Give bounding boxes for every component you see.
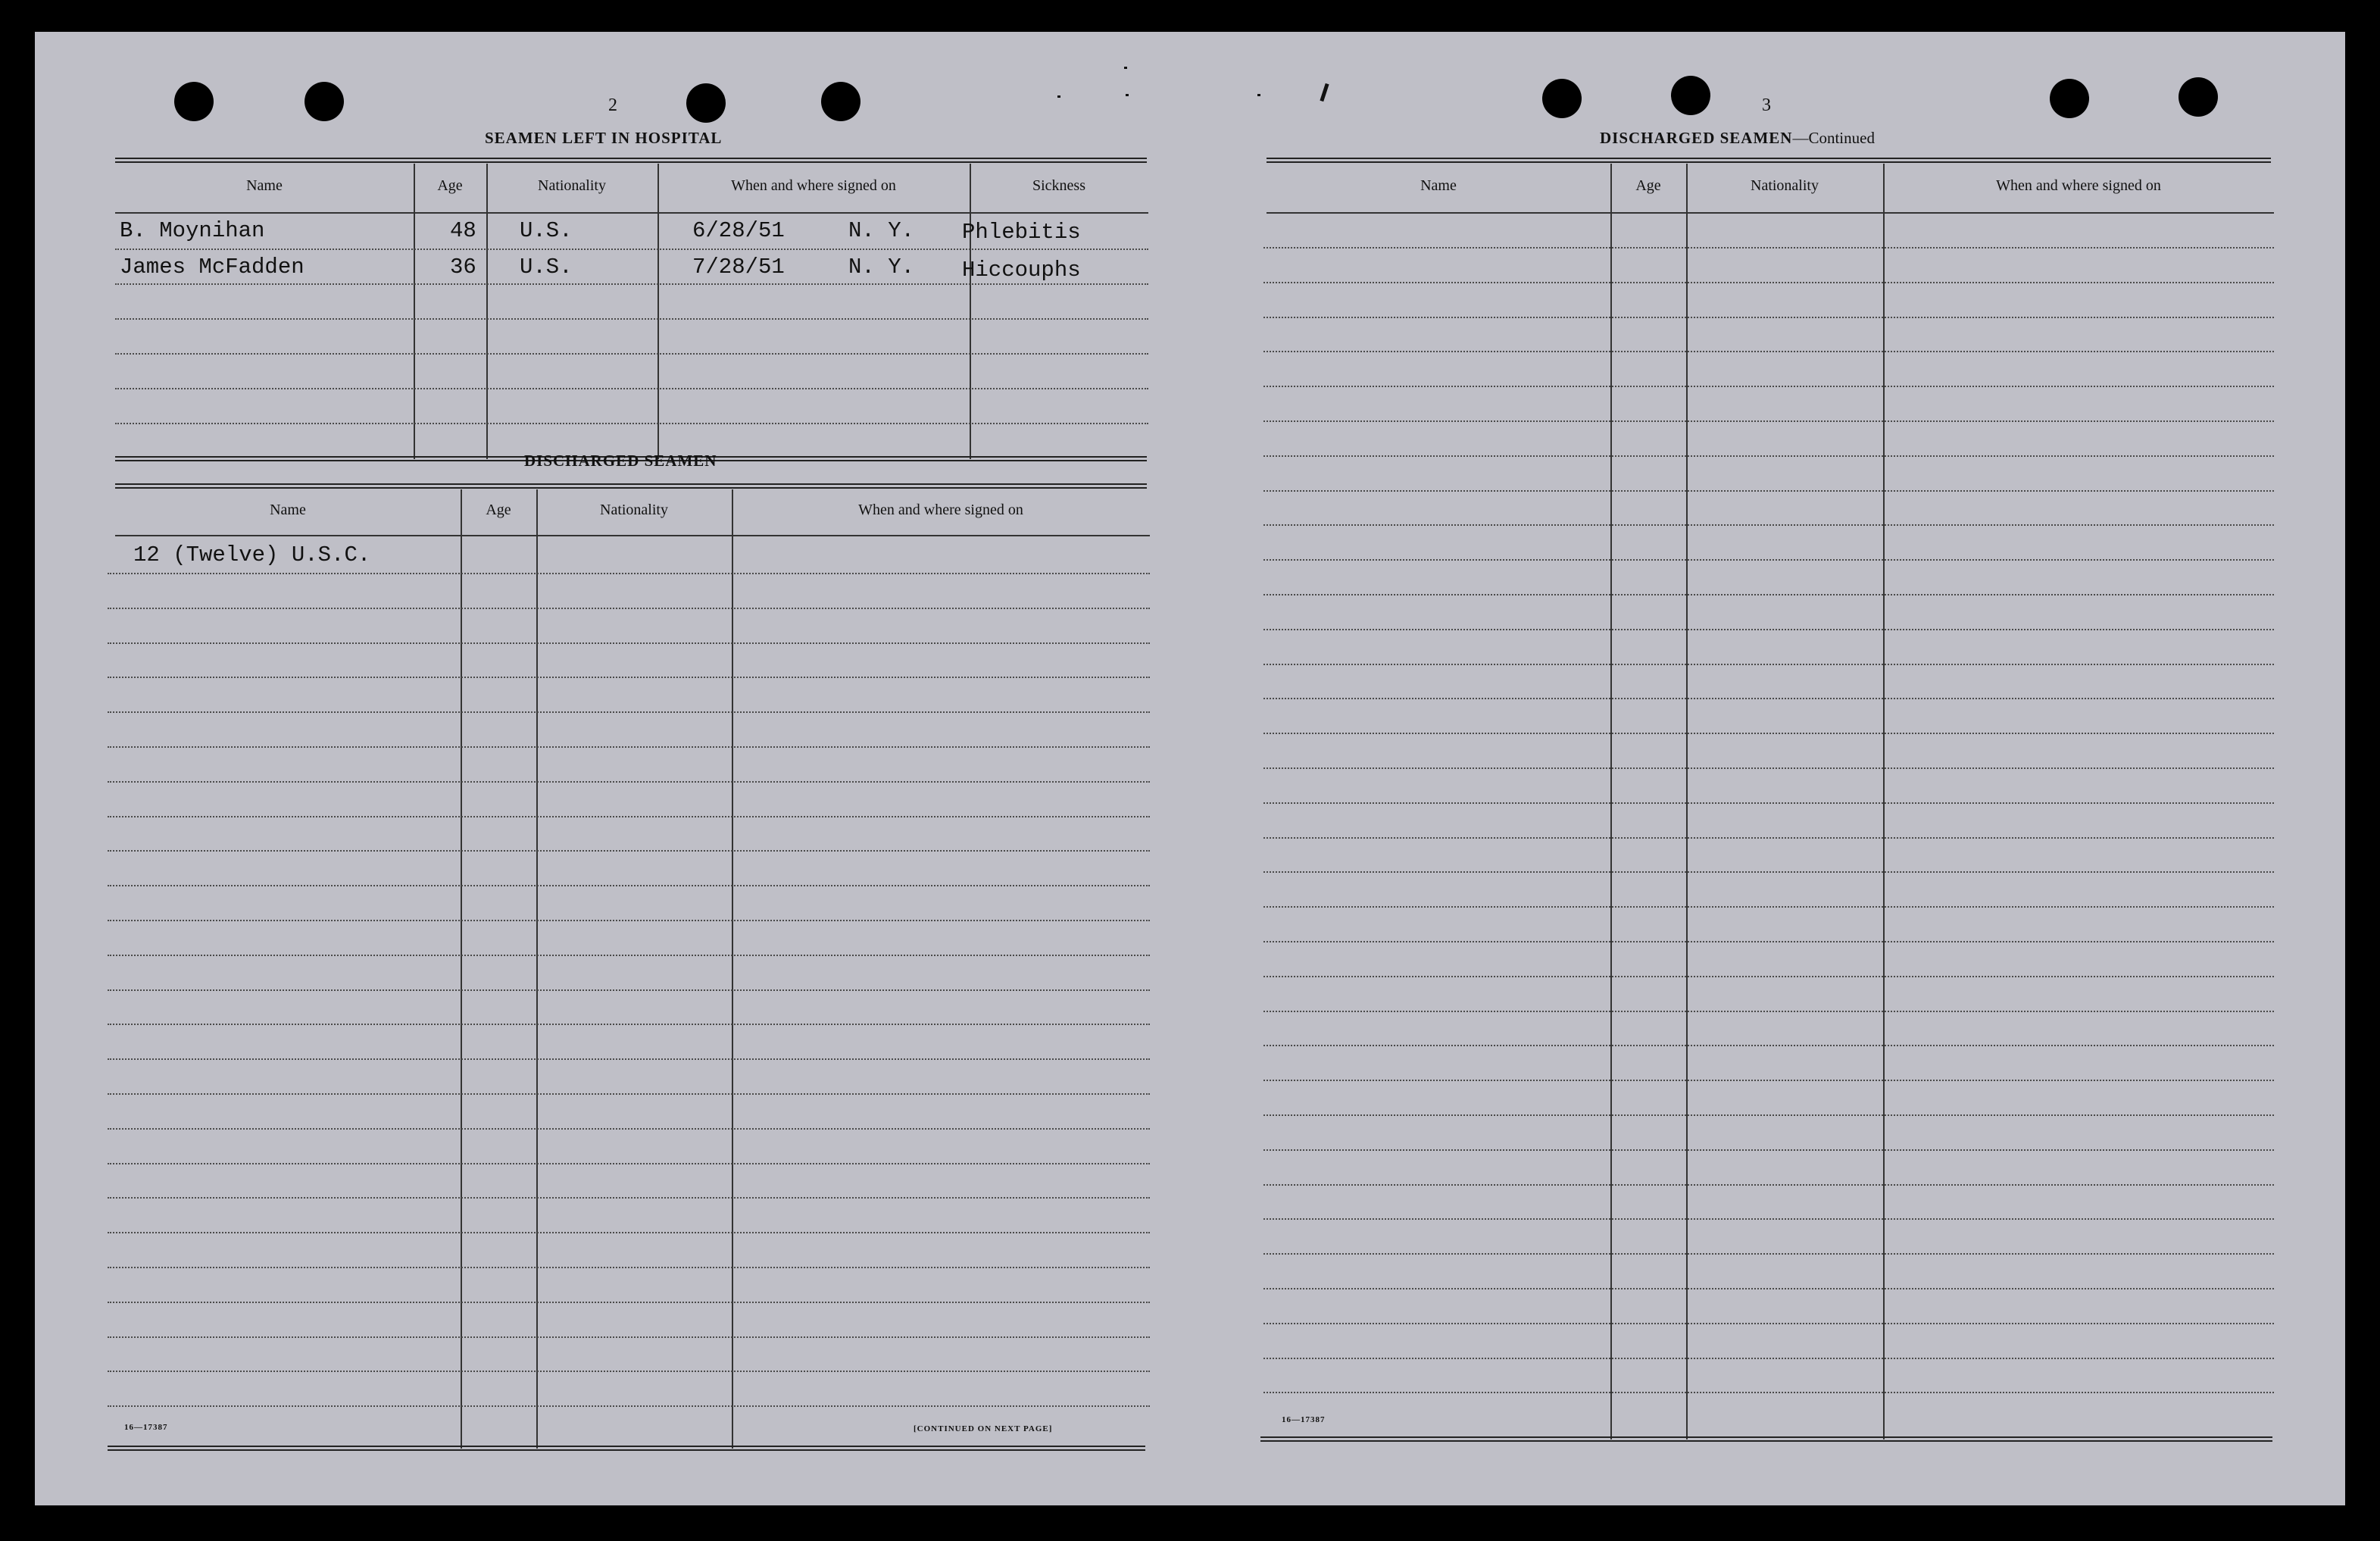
table-row-date: 7/28/51 xyxy=(692,255,785,280)
col-header-name: Name xyxy=(270,502,306,518)
row-rule xyxy=(1263,1045,2274,1046)
page-number-right: 3 xyxy=(1762,95,1771,115)
row-rule xyxy=(108,1128,1150,1130)
punch-hole xyxy=(2179,77,2218,117)
row-rule xyxy=(1263,941,2274,942)
table-row-age: 48 xyxy=(450,218,476,243)
row-rule xyxy=(108,816,1150,817)
row-rule xyxy=(1263,1184,2274,1186)
row-rule xyxy=(1263,1358,2274,1359)
row-rule xyxy=(108,677,1150,678)
row-rule xyxy=(108,608,1150,609)
row-rule xyxy=(108,781,1150,783)
table-row-name: B. Moynihan xyxy=(120,218,265,243)
discharged-continued-title-suffix: —Continued xyxy=(1792,129,1875,147)
col-header-nationality: Nationality xyxy=(1751,177,1819,194)
row-rule xyxy=(108,1232,1150,1233)
row-rule xyxy=(1263,420,2274,422)
row-rule xyxy=(108,573,1150,574)
row-rule xyxy=(1263,317,2274,318)
row-rule xyxy=(1263,594,2274,595)
page-number-left: 2 xyxy=(608,95,617,115)
table-row-name: James McFadden xyxy=(120,255,305,280)
row-rule xyxy=(1263,490,2274,492)
row-rule xyxy=(1263,455,2274,457)
table-row-place: N. Y. xyxy=(848,218,915,243)
row-rule xyxy=(1263,282,2274,283)
row-rule xyxy=(1263,1114,2274,1116)
row-rule xyxy=(1263,837,2274,839)
row-rule xyxy=(108,642,1150,644)
table-row-place: N. Y. xyxy=(848,255,915,280)
row-rule xyxy=(1263,629,2274,630)
row-rule xyxy=(108,1336,1150,1338)
punch-hole xyxy=(686,83,726,123)
punch-hole xyxy=(1671,76,1710,115)
row-rule xyxy=(108,989,1150,991)
punch-hole xyxy=(174,82,214,121)
col-header-signed-on: When and where signed on xyxy=(731,177,896,194)
hospital-section-title: SEAMEN LEFT IN HOSPITAL xyxy=(485,129,723,147)
row-rule xyxy=(1263,1288,2274,1289)
row-rule xyxy=(1263,1011,2274,1012)
row-rule xyxy=(1263,524,2274,526)
row-rule xyxy=(108,920,1150,921)
table-row-nationality: U.S. xyxy=(520,218,573,243)
punch-hole xyxy=(2050,79,2089,118)
col-header-nationality: Nationality xyxy=(600,502,668,518)
table-row-date: 6/28/51 xyxy=(692,218,785,243)
row-rule xyxy=(108,885,1150,886)
col-header-sickness: Sickness xyxy=(1032,177,1085,194)
row-rule xyxy=(1263,386,2274,387)
row-rule xyxy=(108,1371,1150,1372)
col-header-nationality: Nationality xyxy=(538,177,606,194)
col-header-name: Name xyxy=(1420,177,1457,194)
table-row-sickness: Hiccouphs xyxy=(962,258,1081,283)
row-rule xyxy=(1263,906,2274,908)
row-rule xyxy=(108,1302,1150,1303)
row-rule xyxy=(1263,247,2274,248)
row-rule xyxy=(1263,664,2274,665)
row-rule xyxy=(108,1405,1150,1407)
col-header-age: Age xyxy=(437,177,463,194)
row-rule xyxy=(108,1058,1150,1060)
row-rule xyxy=(108,955,1150,956)
continued-note: [CONTINUED ON NEXT PAGE] xyxy=(914,1424,1053,1433)
row-rule xyxy=(1263,559,2274,561)
punch-hole xyxy=(1542,79,1582,118)
row-rule xyxy=(1263,1253,2274,1255)
row-rule xyxy=(1263,1323,2274,1324)
col-header-name: Name xyxy=(246,177,283,194)
col-header-age: Age xyxy=(1635,177,1661,194)
discharged-entry: 12 (Twelve) U.S.C. xyxy=(133,542,371,567)
punch-hole xyxy=(305,82,344,121)
row-rule xyxy=(108,850,1150,852)
row-rule xyxy=(1263,976,2274,977)
row-rule xyxy=(1263,1149,2274,1151)
table-row-nationality: U.S. xyxy=(520,255,573,280)
row-rule xyxy=(108,1093,1150,1095)
table-row-sickness: Phlebitis xyxy=(962,220,1081,245)
row-rule xyxy=(1263,1218,2274,1220)
form-number-left: 16—17387 xyxy=(124,1423,168,1432)
row-rule xyxy=(1263,1080,2274,1081)
table-row-age: 36 xyxy=(450,255,476,280)
discharged-continued-title xyxy=(1600,129,1875,148)
row-rule xyxy=(1263,767,2274,769)
col-header-age: Age xyxy=(486,502,511,518)
row-rule xyxy=(108,711,1150,713)
discharged-continued-title-main: DISCHARGED SEAMEN xyxy=(1600,129,1793,147)
row-rule xyxy=(1263,351,2274,352)
row-rule xyxy=(1263,871,2274,873)
punch-hole xyxy=(821,82,860,121)
col-header-signed-on: When and where signed on xyxy=(858,502,1023,518)
form-number-right: 16—17387 xyxy=(1282,1415,1326,1424)
row-rule xyxy=(1263,1392,2274,1393)
row-rule xyxy=(108,1163,1150,1164)
row-rule xyxy=(108,1197,1150,1199)
row-rule xyxy=(1263,733,2274,734)
document-sheet xyxy=(35,32,2345,1505)
row-rule xyxy=(1263,802,2274,804)
row-rule xyxy=(1263,698,2274,699)
col-header-signed-on: When and where signed on xyxy=(1996,177,2161,194)
row-rule xyxy=(108,746,1150,748)
row-rule xyxy=(108,1024,1150,1025)
discharged-section-title: DISCHARGED SEAMEN xyxy=(524,452,717,470)
row-rule xyxy=(108,1267,1150,1268)
